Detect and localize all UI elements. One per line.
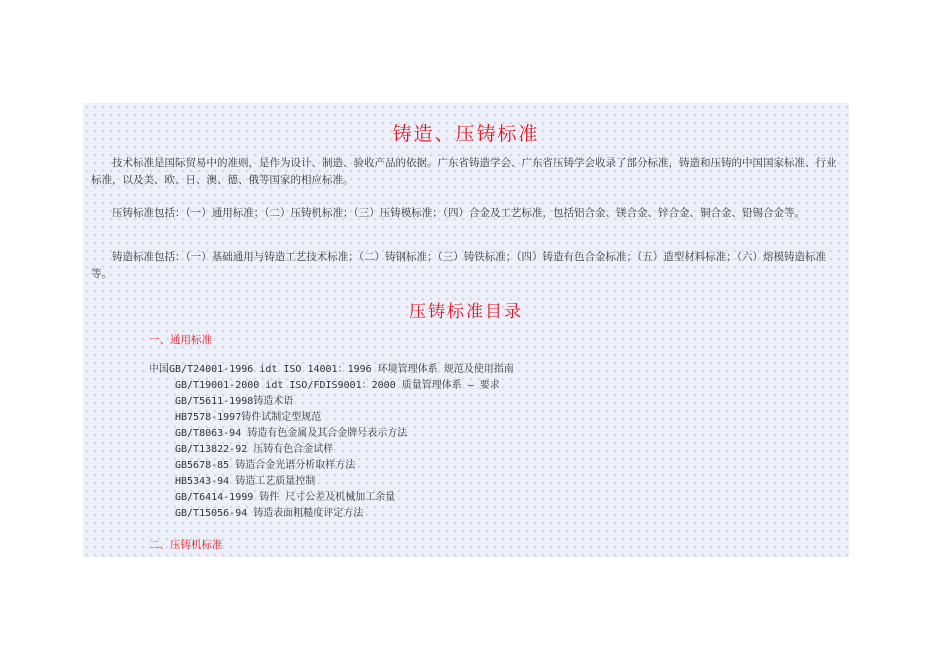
- page-title: 铸造、压铸标准: [392, 123, 540, 145]
- list-item: GB/T15056-94 铸造表面粗糙度评定方法: [175, 508, 364, 519]
- list-item: GB/T13822-92 压铸有色合金试样: [175, 444, 334, 455]
- section-heading-die-casting-machine: 二、压铸机标准: [149, 539, 223, 551]
- casting-scope-paragraph: 铸造标准包括：（一）基础通用与铸造工艺技术标准；（二）铸钢标准；（三）铸铁标准；（四）铸造有色合金标准；（五）造型材料标准；（六）熔模铸造标准等。: [91, 251, 826, 280]
- list-item: GB/T6414-1999 铸件 尺寸公差及机械加工余量: [175, 492, 396, 503]
- catalog-title: 压铸标准目录: [409, 302, 523, 322]
- intro-paragraph: 技术标准是国际贸易中的准则，是作为设计、制造、验收产品的依据。广东省铸造学会、广东省压铸学会收录了部分标准，铸造和压铸的中国国家标准、行业标准，以及美、欧、日、澳、德、俄等国家的相应标准。: [91, 157, 837, 186]
- list-item: GB/T19001-2000 idt ISO/FDIS9001：2000 质量管理体系 — 要求: [175, 380, 500, 391]
- document-page: [83, 103, 849, 557]
- list-item: GB/T5611-1998铸造术语: [175, 396, 294, 407]
- list-item: HB7578-1997铸件试制定型规范: [175, 412, 322, 423]
- section-heading-general: 一、通用标准: [149, 334, 212, 346]
- list-item: GB/T8063-94 铸造有色金属及其合金牌号表示方法: [175, 428, 408, 439]
- die-casting-scope-paragraph: 压铸标准包括：（一）通用标准；（二）压铸机标准；（三）压铸模标准；（四）合金及工艺标准，包括铝合金、镁合金、锌合金、铜合金、铅锡合金等。: [112, 207, 805, 219]
- list-item: GB5678-85 铸造合金光谱分析取样方法: [175, 460, 356, 471]
- list-item: HB5343-94 铸造工艺质量控制: [175, 476, 316, 487]
- list-item: 中国GB/T24001-1996 idt ISO 14001：1996 环境管理体系 规范及使用指南: [149, 364, 514, 375]
